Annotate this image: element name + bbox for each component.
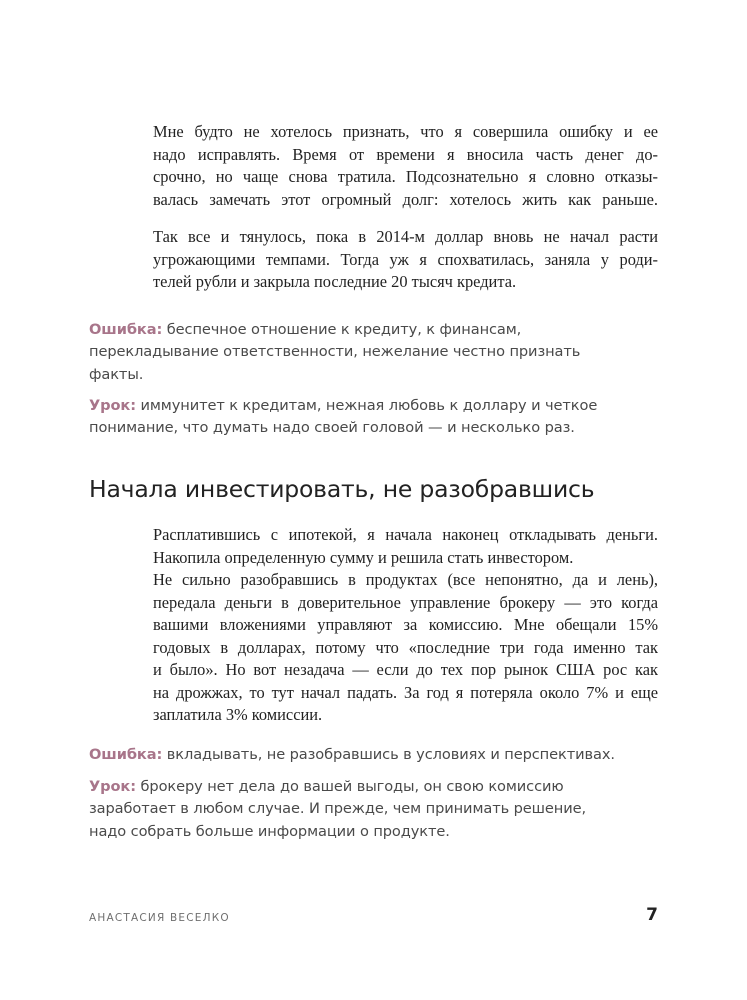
- lesson-text: иммунитет к кредитам, нежная любовь к доллару и четкое: [135, 397, 598, 414]
- mistake-note-1: [89, 319, 659, 386]
- body-paragraph-1: [153, 121, 658, 211]
- body-paragraph-2: [153, 226, 658, 294]
- lesson-text: заработает в любом случае. И прежде, чем принимать решение,: [89, 800, 587, 818]
- body-paragraph-3: [153, 524, 658, 727]
- text-line: годовых в долларах, потому что «последние три года именно так: [153, 637, 658, 657]
- text-line: и было». Но вот незадача — если до тех пор рынок США рос как: [153, 660, 658, 679]
- text-line: на дрожжах, то тут начал падать. За год я потеряла около 7% и еще: [153, 682, 658, 702]
- text-line: валась замечать этот огромный долг: хотелось жить как раньше.: [153, 189, 658, 209]
- text-line: Так все и тянулось, пока в 2014-м доллар вновь не начал расти: [153, 227, 658, 246]
- mistake-note-2: [89, 744, 659, 766]
- text-line: передала деньги в доверительное управление брокеру — это когда: [153, 592, 658, 612]
- text-line: угрожающими темпами. Тогда уж я спохватилась, заняла у роди-: [153, 249, 658, 269]
- section-heading: Начала инвестировать, не разобравшись: [89, 475, 595, 503]
- lesson-text: брокеру нет дела до вашей выгоды, он свою комиссию: [135, 778, 564, 795]
- mistake-label: Ошибка:: [89, 746, 163, 763]
- text-line: срочно, но чаще снова тратила. Подсознательно я словно отказы-: [153, 167, 658, 186]
- mistake-text: факты.: [89, 365, 144, 383]
- text-line: Не сильно разобравшись в продуктах (все непонятно, да и лень),: [153, 570, 658, 589]
- lesson-note-1: [89, 395, 659, 440]
- lesson-note-2: [89, 776, 659, 843]
- lesson-label: Урок:: [89, 397, 136, 414]
- page-number: 7: [646, 905, 658, 925]
- text-line: телей рубли и закрыла последние 20 тысяч кредита.: [153, 272, 517, 291]
- lesson-label: Урок:: [89, 778, 136, 795]
- lesson-text: надо собрать больше информации о продукте.: [89, 822, 450, 840]
- mistake-label: Ошибка:: [89, 321, 163, 338]
- mistake-text: беспечное отношение к кредиту, к финансам,: [162, 321, 522, 338]
- lesson-text: понимание, что думать надо своей головой — и несколько раз.: [89, 419, 575, 437]
- text-line: заплатила 3% комиссии.: [153, 705, 323, 724]
- text-line: Расплатившись с ипотекой, я начала наконец откладывать деньги.: [153, 525, 658, 544]
- mistake-text: перекладывание ответственности, нежелание честно признать: [89, 343, 581, 361]
- text-line: вашими вложениями управляют за комиссию. Мне обещали 15%: [153, 615, 658, 634]
- text-line: Накопила определенную сумму и решила стать инвестором.: [153, 547, 574, 567]
- mistake-text: вкладывать, не разобравшись в условиях и перспективах.: [162, 746, 615, 763]
- text-line: Мне будто не хотелось признать, что я совершила ошибку и ее: [153, 122, 658, 141]
- text-line: надо исправлять. Время от времени я вносила часть денег до-: [153, 144, 658, 164]
- footer-author: АНАСТАСИЯ ВЕСЕЛКО: [89, 912, 230, 924]
